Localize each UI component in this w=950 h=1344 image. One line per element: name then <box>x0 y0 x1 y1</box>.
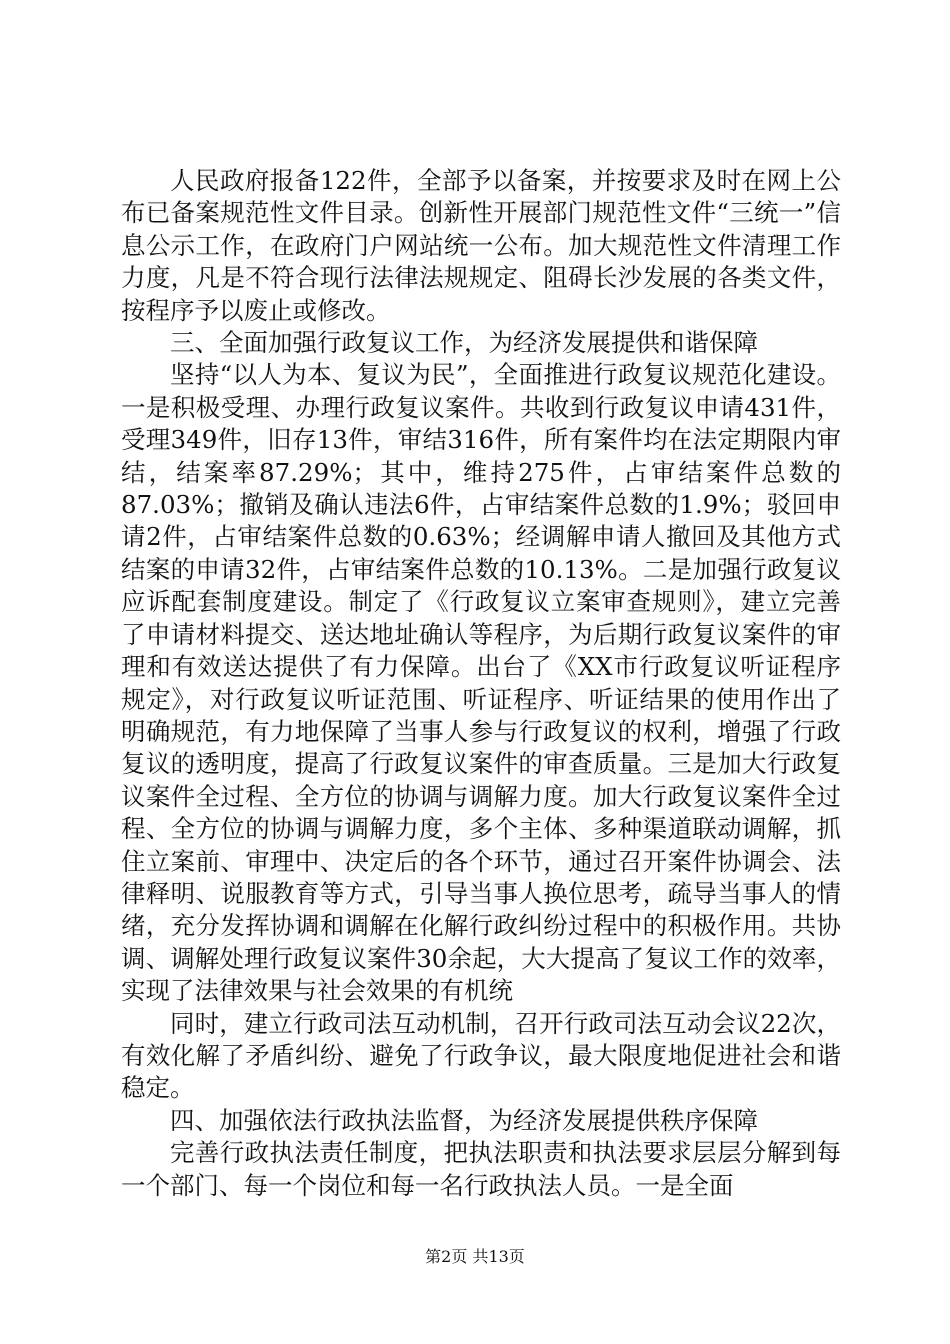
section-heading-law-enforcement-supervision: 四、加强依法行政执法监督，为经济发展提供秩序保障 <box>170 1105 758 1135</box>
document-body <box>121 165 841 1202</box>
page-number-indicator: 第2页 共13页 <box>425 1247 525 1266</box>
page-footer <box>0 1244 950 1267</box>
paragraph-enforcement-responsibility: 完善行政执法责任制度，把执法职责和执法要求层层分解到每一个部门、每一个岗位和每一名行政执法人员。一是全面 <box>121 1138 841 1200</box>
paragraph-administrative-review: 坚持“以人为本、复议为民”，全面推进行政复议规范化建设。一是积极受理、办理行政复议案件。共收到行政复议申请431件，受理349件，旧存13件，审结316件，所有案件均在法定期限内审结，结案率87.29%；其中，维持275件，占审结案件总数的87.03%；撤销及确认违法6件，占审结案件总数的1.9%；驳回申请2件，占审结案件总数的0.63%；经调解申请人撤回及其他方式结案的申请32件，占审结案件总数的10.13%。二是加强行政复议应诉配套制度建设。制定了《行政复议立案审查规则》，建立完善了申请材料提交、送达地址确认等程序，为后期行政复议案件的审理和有效送达提供了有力保障。出台了《XX市行政复议听证程序规定》，对行政复议听证范围、听证程序、听证结果的使用作出了明确规范，有力地保障了当事人参与行政复议的权利，增强了行政复议的透明度，提高了行政复议案件的审查质量。三是加大行政复议案件全过程、全方位的协调与调解力度。加大行政复议案件全过程、全方位的协调与调解力度，多个主体、多种渠道联动调解，抓住立案前、审理中、决定后的各个环节，通过召开案件协调会、法律释明、说服教育等方式，引导当事人换位思考，疏导当事人的情绪，充分发挥协调和调解在化解行政纠纷过程中的积极作用。共协调、调解处理行政复议案件30余起，大大提高了复议工作的效率，实现了法律效果与社会效果的有机统 <box>121 360 841 1006</box>
section-heading-administrative-review: 三、全面加强行政复议工作，为经济发展提供和谐保障 <box>170 328 758 358</box>
paragraph-judicial-interaction: 同时，建立行政司法互动机制，召开行政司法互动会议22次，有效化解了矛盾纠纷、避免了行政争议，最大限度地促进社会和谐稳定。 <box>121 1008 841 1103</box>
paragraph-filing-summary: 人民政府报备122件，全部予以备案，并按要求及时在网上公布已备案规范性文件目录。创新性开展部门规范性文件“三统一”信息公示工作，在政府门户网站统一公布。加大规范性文件清理工作力度，凡是不符合现行法律法规规定、阻碍长沙发展的各类文件，按程序予以废止或修改。 <box>121 166 841 325</box>
